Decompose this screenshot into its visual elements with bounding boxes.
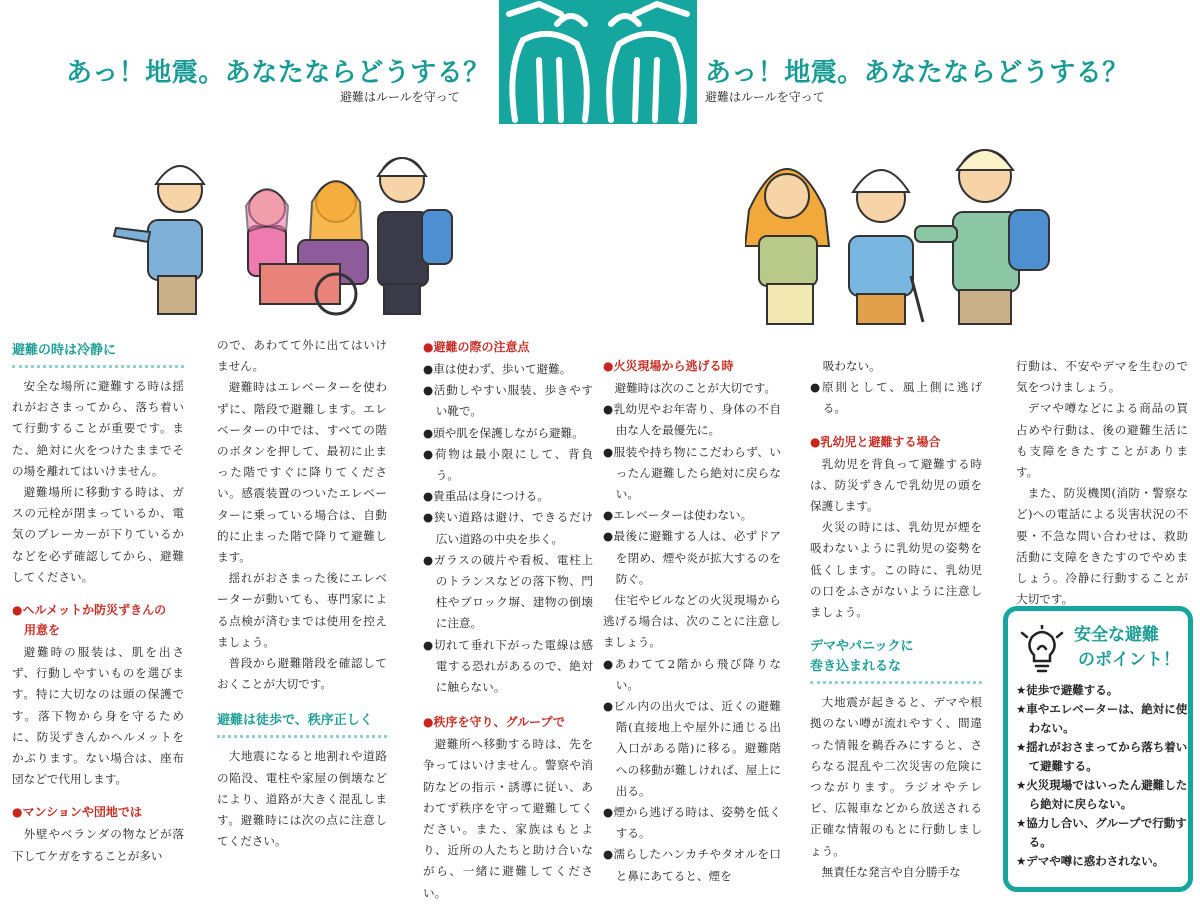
evacuation-logo [499,0,697,124]
heading-rumor-line-1: デマやパニックに [810,639,914,655]
title-right: あっ！地震。あなたならどうする？ [705,58,1129,88]
column-2 [217,335,387,852]
illustration-left [110,136,460,318]
safety-point: ★協力し合い、グループで行動する。 [1016,816,1187,849]
safety-points-box [1003,606,1193,892]
subtitle-right: 避難はルールを守って [705,90,825,104]
safety-point: ★揺れがおさまってから落ち着いて避難する。 [1016,740,1188,773]
heading-calm: 避難の時は冷静に [12,341,184,368]
fire-item: ●原則として、風上側に逃げる。 [810,380,982,416]
caution-item: ●頭や肌を保護しながら避難。 [423,425,584,440]
column-4 [603,356,781,887]
mansion-paragraph-3: 揺れがおさまった後にエレベーターが動いても、専門家による点検が済むまでは使用を控えましょう。 [217,571,387,649]
caution-item: ●狭い道路は避け、できるだけ広い道路の中央を歩く。 [423,510,593,546]
heading-helmet [12,600,184,640]
column-1 [12,335,184,867]
walk-paragraph: 大地震になると地割れや道路の陥没、電柱や家屋の倒壊などにより、道路が大きく混乱します。避難時には次の点に注意してください。 [217,749,387,849]
rumor-paragraph-1: 大地震が起きると、デマや根拠のない噂が流れやすく、間違った情報を鵜呑みにすると、さらなる混乱や二次災害の危険につながります。ラジオやテレビ、広報車などから放送される正確な情報のもとに行動しましょう。 [810,695,982,858]
people-helping-injured-icon [745,126,1060,326]
fire-item-cont: 吸わない。 [822,359,881,373]
fire-item: ●服装や持ち物にこだわらず、いったん避難したら絶対に戻らない。 [603,444,781,502]
caution-item: ●切れて垂れ下がった電線は感電する恐れがあるので、絶対に触らない。 [423,637,593,695]
safety-point: ★デマや噂に惑わされない。 [1016,854,1165,868]
rumor-paragraph-2: 無責任な発言や自分勝手な [821,864,961,879]
people-helping-elderly-icon [110,136,460,318]
caution-item: ●貴重品は身につける。 [423,489,549,504]
heading-helmet-line-2: 用意を [24,623,61,638]
heading-fire: ●火災現場から逃げる時 [603,359,734,373]
caution-item: ●活動しやすい服装、歩きやすい靴で。 [423,383,593,419]
lightbulb-icon [1018,625,1066,673]
heading-caution: ●避難の際の注意点 [423,340,530,354]
fire-item: ●エレベーターは使わない。 [603,508,753,523]
evacuees-logo-icon [499,0,697,124]
mansion-paragraph-1: 外壁やベランダの物などが落下してケガをすることが多い [12,827,184,863]
rumor-paragraph-3: デマや噂などによる商品の買占めや行動は、後の避難生活にも支障をきたすことがあります。 [1016,401,1188,480]
heading-rumor [810,637,982,684]
safety-point: ★徒歩で避難する。 [1016,683,1119,697]
safety-point: ★火災現場ではいったん避難したら絶対に戻らない。 [1016,778,1188,811]
heading-helmet-line-1: ●ヘルメットか防災ずきんの [12,603,167,618]
heading-mansion: ●マンションや団地では [12,805,142,820]
caution-item: ●ガラスの破片や看板、電柱上のトランスなどの落下物、門柱やブロック塀、建物の倒壊に注意。 [423,552,593,631]
infant-paragraph-1: 乳幼児を背負って避難する時は、防災ずきんで乳幼児の頭を保護します。 [810,456,982,514]
rumor-paragraph-4: また、防災機関(消防・警察など)への電話による災害状況の不要・不急な問い合わせは、救助活動に支障をきたすのでやめましょう。冷静に行動することが大切です。 [1016,486,1188,607]
column-6 [1016,356,1188,610]
order-paragraph: 避難所へ移動する時は、先を争ってはいけません。警察や消防などの指示・誘導に従い、あわてず秩序を守って避難してください。また、家族はもとより、近所の人たちと助け合いながら、一緒に避難してください。 [423,737,593,900]
caution-item: ●車は使わず、歩いて避難。 [423,362,572,376]
heading-order: ●秩序を守り、グループで [423,715,565,730]
infant-paragraph-2: 火災の時には、乳幼児が煙を吸わないように乳幼児の姿勢を低くします。この時に、乳幼児の口をふさがないように注意しましょう。 [810,520,982,620]
helmet-paragraph: 避難時の服装は、肌を出さず、行動しやすいものを選びます。特に大切なのは頭の保護です。落下物から身を守るために、防災ずきんかヘルメットをかぶります。ない場合は、座布団などで代用します。 [12,645,184,787]
safety-points-title-line-2: のポイント！ [1078,650,1180,670]
heading-walk: 避難は徒歩で、秩序正しく [217,711,387,738]
mansion-paragraph-1-cont: ので、あわてて外に出てはいけません。 [217,338,387,374]
fire-item: ●あわてて2階から飛び降りない。 [603,656,781,692]
safety-point: ★車やエレベーターは、絶対に使わない。 [1016,702,1188,735]
fire-item: ●ビル内の出火では、近くの避難階(直接地上や屋外に通じる出入口がある階)に移る。避難階への移動が難しければ、屋上に出る。 [603,699,781,798]
heading-infant: ●乳幼児と避難する場合 [810,434,941,449]
mansion-paragraph-2: 避難時はエレベーターを使わずに、階段で避難します。エレベーターの中では、すべての階のボタンを押して、最初に止まった階ですぐに降りてください。感震装置のついたエレベーターに乗っている場合は、自動的に止まった階で降りて避難します。 [217,380,387,565]
fire-intro: 避難時は次のことが大切です。 [614,381,776,395]
safety-points-title-line-1: 安全な避難 [1074,625,1159,645]
fire-item: ●最後に避難する人は、必ずドアを閉め、煙や炎が拡大するのを防ぐ。 [603,529,781,586]
fire-paragraph-2: 住宅やビルなどの火災現場から逃げる場合は、次のことに注意しましょう。 [603,593,781,650]
heading-rumor-line-2: 巻き込まれるな [810,659,902,675]
calm-paragraph-2: 避難場所に移動する時は、ガスの元栓が閉まっているか、電気のブレーカーが下りているかなどを必ず確認してから、避難してください。 [12,485,184,584]
fire-item: ●乳幼児やお年寄り、身体の不自由な人を最優先に。 [603,402,781,438]
column-3 [423,335,593,904]
title-left: あっ！地震。あなたならどうする？ [66,58,490,88]
column-5 [810,356,982,883]
calm-paragraph-1: 安全な場所に避難する時は揺れがおさまってから、落ち着いて行動することが重要です。また、絶対に火をつけたままでその場を離れてはいけません。 [12,379,184,478]
safety-points-title [1074,623,1180,673]
subtitle-left: 避難はルールを守って [340,90,460,104]
fire-item: ●濡らしたハンカチやタオルを口と鼻にあてると、煙を [603,847,781,883]
safety-points-list [1016,681,1188,871]
mansion-paragraph-4: 普段から避難階段を確認しておくことが大切です。 [217,656,387,692]
fire-item: ●煙から逃げる時は、姿勢を低くする。 [603,805,781,841]
caution-item: ●荷物は最小限にして、背負う。 [423,446,593,483]
illustration-right [745,126,1060,326]
rumor-paragraph-2-cont: 行動は、不安やデマを生むので気をつけましょう。 [1016,359,1188,395]
